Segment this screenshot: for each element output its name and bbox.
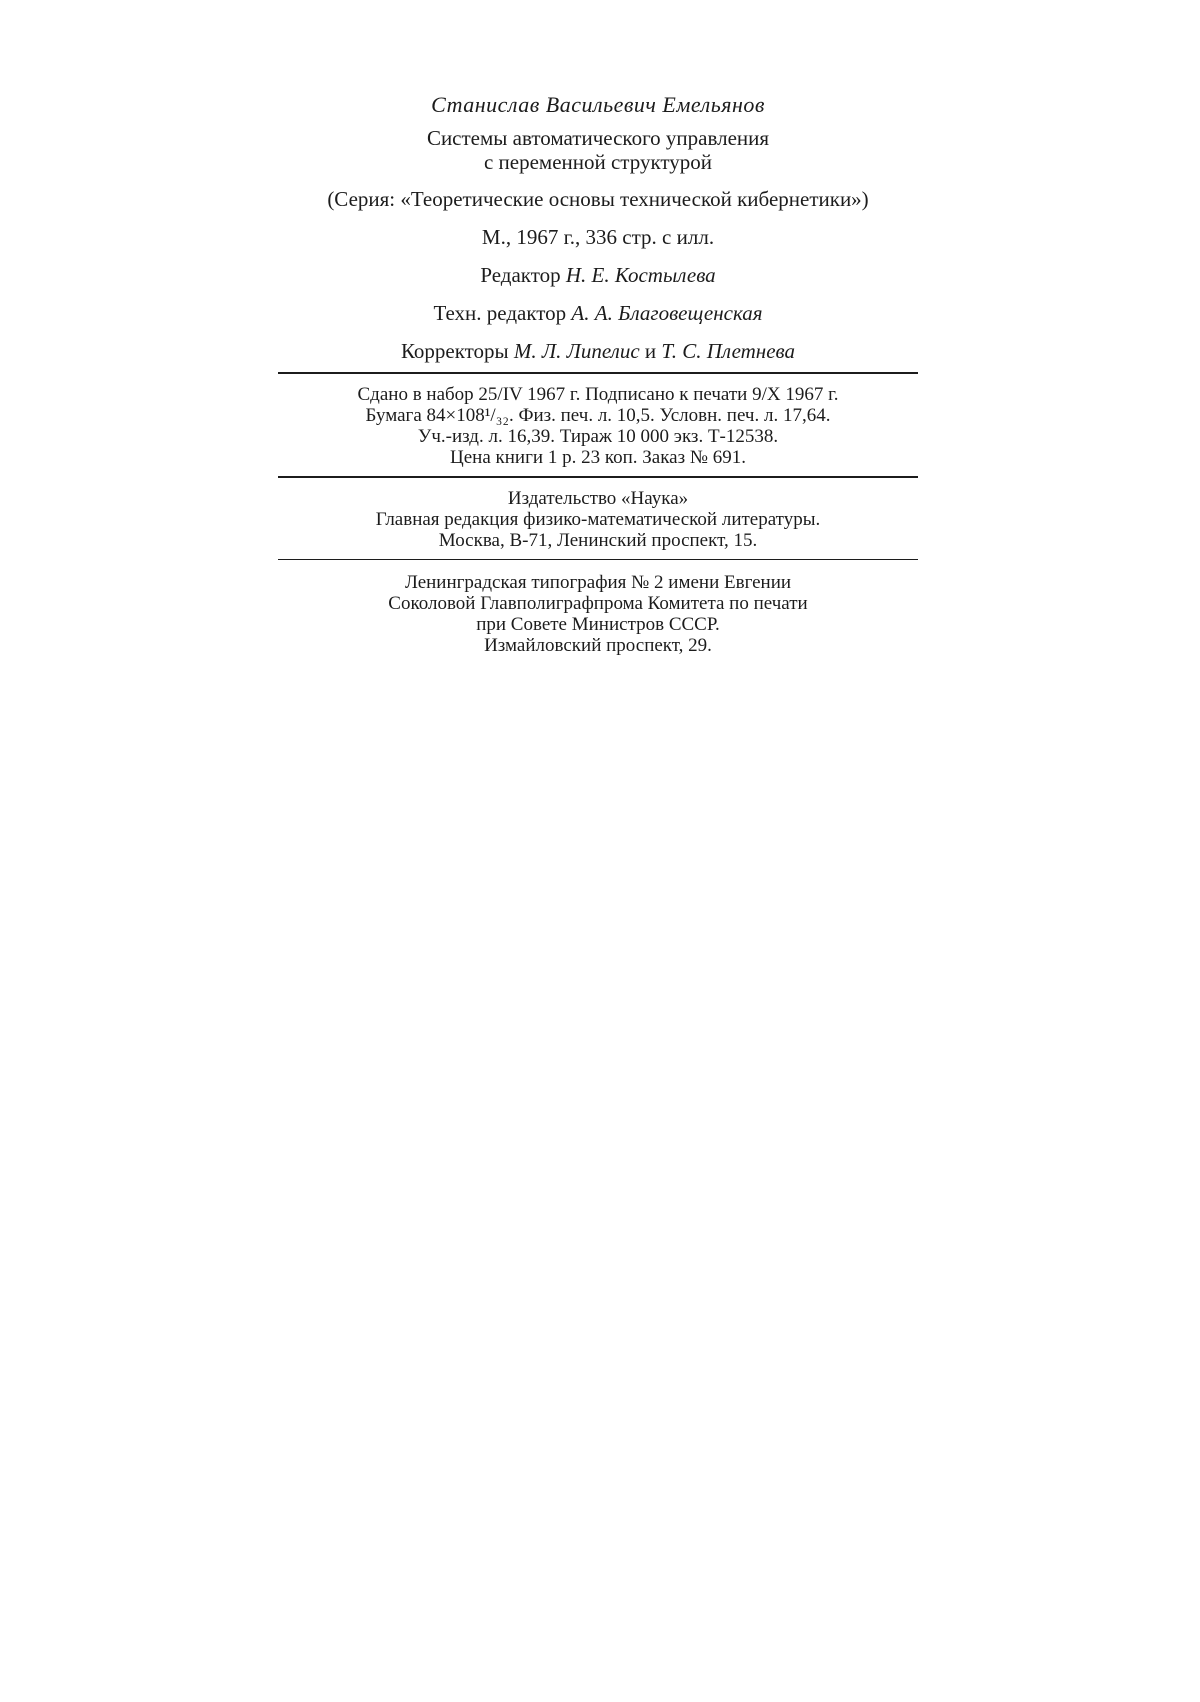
editor-credit <box>278 260 918 290</box>
imprint-page <box>278 88 918 656</box>
printer-line: при Совете Министров СССР. <box>476 614 720 635</box>
publisher-line: Москва, В-71, Ленинский проспект, 15. <box>438 530 758 551</box>
author-name: Станислав Васильевич Емельянов <box>431 92 765 117</box>
book-title-line-2: с переменной структурой <box>483 150 713 174</box>
printer-line: Соколовой Главполиграфпрома Комитета по печати <box>388 593 808 614</box>
proofreader-name-2: Т. С. Плетнева <box>661 339 796 363</box>
print-details-line: Цена книги 1 р. 23 коп. Заказ № 691. <box>450 447 746 468</box>
proofreaders-conjunction: и <box>644 339 657 363</box>
publisher-line: Издательство «Наука» <box>507 488 689 509</box>
printer-block <box>278 560 918 656</box>
printer-line: Измайловский проспект, 29. <box>484 635 712 656</box>
publisher-block <box>278 478 918 559</box>
tech-editor-role: Техн. редактор <box>433 301 567 325</box>
publisher-line: Главная редакция физико-математической литературы. <box>375 509 821 530</box>
print-details-line: Сдано в набор 25/IV 1967 г. Подписано к печати 9/X 1967 г. <box>357 384 839 405</box>
book-title <box>278 126 918 174</box>
book-title-line-1: Системы автоматического управления <box>426 126 770 150</box>
proofreaders-credit <box>278 336 918 366</box>
editor-role: Редактор <box>480 263 561 287</box>
series-name: (Серия: «Теоретические основы технической кибернетики») <box>327 187 869 211</box>
print-details-line: Уч.-изд. л. 16,39. Тираж 10 000 экз. Т-12538. <box>417 426 779 447</box>
print-details-line: Бумага 84×108¹/₃₂. Физ. печ. л. 10,5. Условн. печ. л. 17,64. <box>365 405 831 426</box>
print-details-block <box>278 374 918 476</box>
editor-name: Н. Е. Костылева <box>565 263 716 287</box>
proofreader-name-1: М. Л. Липелис <box>513 339 640 363</box>
proofreaders-role: Корректоры <box>400 339 509 363</box>
printer-line: Ленинградская типография № 2 имени Евгении <box>404 572 792 593</box>
tech-editor-credit <box>278 298 918 328</box>
tech-editor-name: А. А. Благовещенская <box>571 301 763 325</box>
publication-info: М., 1967 г., 336 стр. с илл. <box>481 225 715 249</box>
